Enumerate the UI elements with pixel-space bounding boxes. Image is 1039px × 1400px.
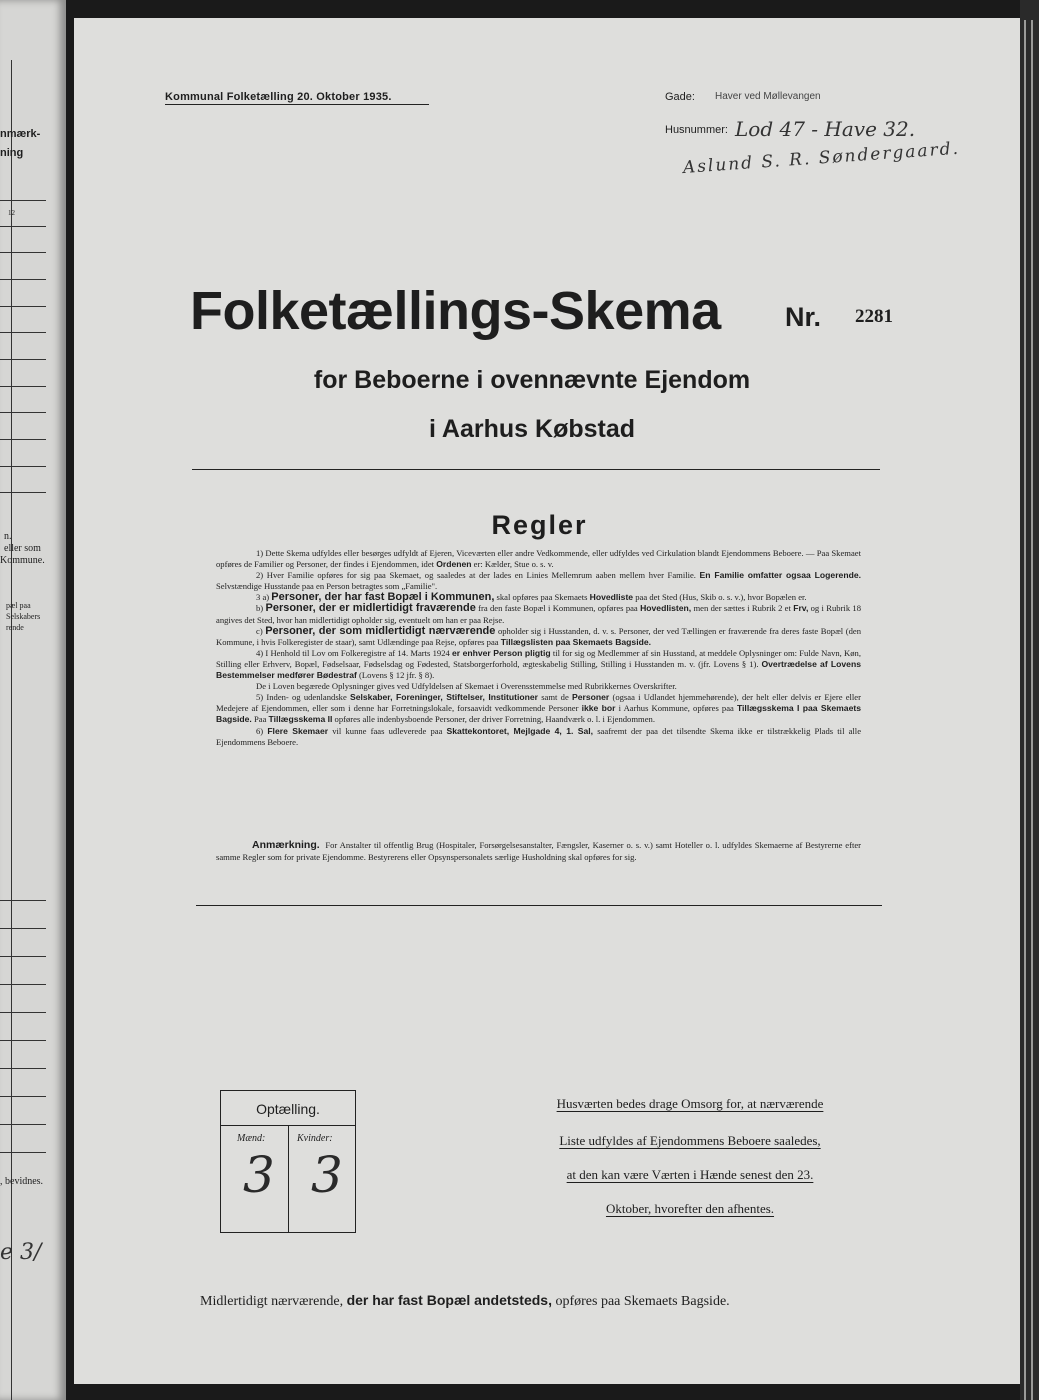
left-rule — [0, 1124, 46, 1125]
left-rule — [0, 928, 46, 929]
count-box-column-divider — [288, 1125, 289, 1232]
left-frag-rende: rende — [6, 623, 24, 632]
rule-2: 2) Hver Familie opføres for sig paa Skemaet, og saaledes at der lades en Linies Mellemrum aaben mellem hver Familie. En Familie omfatter ogsaa Logerende. Selvstændige Husstande paa en Person betragtes som „Familie". — [216, 570, 861, 592]
count-box — [220, 1090, 356, 1233]
left-rule — [0, 200, 46, 201]
page-edge-strip — [1024, 20, 1026, 1400]
men-count-handwritten: 3 — [243, 1146, 275, 1204]
left-rule — [0, 332, 46, 333]
notice-line-1: Husværten bedes drage Omsorg for, at nærværende — [556, 1096, 824, 1111]
census-heading: Kommunal Folketælling 20. Oktober 1935. — [165, 91, 392, 103]
left-col-header-1: nmærk- — [0, 128, 41, 140]
left-rule — [0, 956, 46, 957]
remark-paragraph — [216, 840, 861, 863]
left-rule — [0, 412, 46, 413]
rule-1: 1) Dette Skema udfyldes eller besørges udfyldt af Ejeren, Viceværten eller andre Vedkommende, eller udfyldes ved Cirkulation blandt Ejendommens Beboere. — Paa Skemaet opføres de Familier og Personer, der findes i Ejendommen, idet Ordenen er: Kælder, Stue o. s. v. — [216, 548, 861, 570]
page-edge-strip — [1031, 20, 1033, 1400]
rule-5: 5) Inden- og udenlandske Selskaber, Foreninger, Stiftelser, Institutioner samt de Personer (ogsaa i Udlandet hjemmehørende), der helt eller delvis er Ejere eller Medejere af Ejendommen, eller som i denne har Forretningslokale, forsaavidt vedkommende Personer ikke bor i Aarhus Kommune, opføres paa Tillægsskema I paa Skemaets Bagside. Paa Tillægsskema II opføres alle indenbysboende Personer, der driver Forretning, Haandværk o. l. i Ejendommen. — [216, 692, 861, 725]
street-value: Haver ved Møllevangen — [715, 91, 821, 102]
divider-top — [192, 469, 880, 470]
women-count-handwritten: 3 — [311, 1146, 343, 1204]
left-rule — [0, 984, 46, 985]
page-edge — [1020, 0, 1039, 1400]
rules-heading: Regler — [491, 510, 588, 540]
remark-text: For Anstalter til offentlig Brug (Hospitaler, Forsørgelsesanstalter, Fængsler, Kaserner o. s. v.) samt Hoteller o. l. udfyldes Skemaerne af Bestyrerne efter samme Regler som for private Ejendomme. Bestyrerens eller Opsynspersonalets særlige Husholdning skal opføres for sig. — [216, 840, 862, 862]
form-title: Folketællings-Skema — [190, 281, 721, 341]
left-page-column-line — [11, 60, 12, 1400]
owner-handwritten: Aslund S. R. Søndergaard. — [682, 138, 961, 178]
left-rule — [0, 1096, 46, 1097]
left-rule — [0, 359, 46, 360]
street-label: Gade: — [665, 91, 695, 103]
notice-line-4: Oktober, hvorefter den afhentes. — [605, 1201, 775, 1216]
rule-4-note: De i Loven begærede Oplysninger gives ved Udfyldelsen af Skemaet i Overensstemmelse med Rubrikkernes Overskrifter. — [256, 681, 677, 692]
left-page-margin — [0, 0, 66, 1400]
women-label: Kvinder: — [297, 1133, 333, 1144]
left-rule — [0, 226, 46, 227]
left-rule — [0, 306, 46, 307]
left-col-header-2: ning — [0, 147, 24, 159]
left-rule — [0, 900, 46, 901]
left-rule — [0, 1012, 46, 1013]
rule-6: 6) Flere Skemaer vil kunne faas udleverede paa Skattekontoret, Mejlgade 4, 1. Sal, saafremt der paa det tilsendte Skema ikke er tilstrækkelig Plads til alle Ejendommens Beboere. — [216, 725, 862, 747]
left-frag-bevidnes: , bevidnes. — [0, 1176, 44, 1187]
left-frag-eller-som: eller som — [4, 543, 41, 554]
left-rule — [0, 1040, 46, 1041]
men-label: Mænd: — [237, 1133, 266, 1144]
house-number-handwritten: Lod 47 - Have 32. — [735, 117, 916, 141]
left-rule — [0, 1152, 46, 1153]
left-frag-selskabers: Selskabers — [6, 612, 41, 621]
form-number-value: 2281 — [855, 306, 893, 327]
remark-label: Anmærkning. — [252, 839, 320, 851]
form-subtitle-2: i Aarhus Købstad — [428, 415, 636, 443]
form-number-label: Nr. — [785, 302, 822, 332]
rule-3b: b) Personer, der er midlertidigt fraværende fra den faste Bopæl i Kommunen, opføres paa Hovedlisten, men der sættes i Rubrik 2 et Frv, og i Rubrik 18 angives det Sted, hvor han midlertidigt opholder sig, eventuelt om han er paa Rejse. — [216, 602, 862, 625]
notice-line-2: Liste udfyldes af Ejendommens Beboere saaledes, — [559, 1133, 821, 1148]
divider-bottom — [196, 905, 882, 906]
left-frag-n: n. — [4, 531, 12, 542]
footer-part-2: der har fast Bopæl andetsteds, — [346, 1292, 552, 1308]
footer-part-1: Midlertidigt nærværende, — [200, 1294, 347, 1309]
left-frag-bopael: pæl paa — [6, 601, 31, 610]
left-rule — [0, 1068, 46, 1069]
footer-note — [200, 1292, 730, 1310]
footer-part-3: opføres paa Skemaets Bagside. — [551, 1294, 730, 1309]
left-rule — [0, 492, 46, 493]
rules-text — [216, 548, 861, 748]
form-subtitle-1: for Beboerne i ovennævnte Ejendom — [313, 366, 751, 394]
rule-3c: c) Personer, der som midlertidigt nærværende opholder sig i Husstanden, d. v. s. Personer, der ved Tællingen er fraværende fra deres faste Bopæl (den Kommune, i hvis Folkeregister de staar), samt Udlændinge paa Rejse, opføres paa Tillægslisten paa Skemaets Bagside. — [216, 624, 862, 647]
house-number-label: Husnummer: — [665, 124, 728, 136]
notice-line-3: at den kan være Værten i Hænde senest den 23. — [566, 1167, 814, 1182]
rule-4: 4) I Henhold til Lov om Folkeregistre af 14. Marts 1924 er enhver Person pligtig til for sig og Medlemmer af sin Husstand, at meddele Oplysninger om: Fulde Navn, Køn, Stilling eller Erhverv, Bopæl, Fødselsaar, Fødselsdag og Fødested, Statsborgerforhold, ægteskabelig Stilling, Stilling i Husstanden m. v. (jfr. Lovens § 1). Overtrædelse af Lovens Bestemmelser medfører Bødestraf (Lovens § 12 jfr. § 8). — [216, 647, 861, 681]
left-rule — [0, 279, 46, 280]
left-rule — [0, 252, 46, 253]
left-frag-kommune: Kommune. — [0, 555, 45, 566]
left-rule — [0, 466, 46, 467]
rule-3a: 3 a) Personer, der har fast Bopæl i Kommunen, skal opføres paa Skemaets Hovedliste paa det Sted (Hus, Skib o. s. v.), hvor Bopælen er. — [256, 591, 807, 604]
left-col-number: 12 — [8, 209, 15, 217]
left-frag-handwriting: e 3/ — [0, 1240, 42, 1265]
count-box-title: Optælling. — [256, 1101, 320, 1117]
census-heading-underline — [165, 104, 429, 105]
